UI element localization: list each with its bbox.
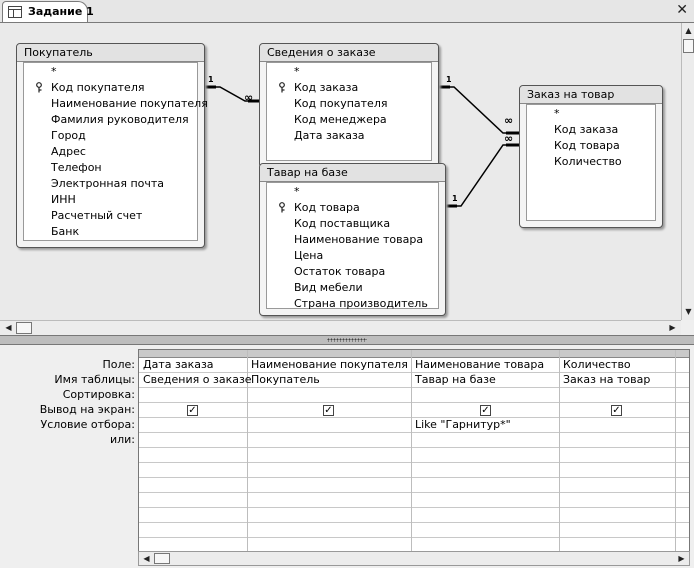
row-label-table: Имя таблицы: (54, 373, 135, 386)
show-checkbox[interactable] (187, 405, 198, 416)
grid-line (139, 492, 690, 493)
grid-cell-criteria[interactable]: Like "Гарнитур*" (415, 418, 511, 431)
query-tab-icon (8, 6, 22, 18)
document-tab-bar (0, 0, 694, 23)
grid-line (139, 522, 690, 523)
grid-cell-field[interactable]: Наименование покупателя (251, 358, 408, 371)
grid-cell-sort[interactable] (559, 387, 673, 402)
scroll-right-icon[interactable]: ▶ (678, 554, 685, 563)
grid-cell-or[interactable] (139, 432, 243, 447)
grid-line (139, 477, 690, 478)
relation-one-label: 1 (208, 75, 214, 84)
row-label-sort: Сортировка: (62, 388, 135, 401)
scroll-down-icon[interactable]: ▼ (685, 307, 692, 316)
grid-cell-criteria[interactable] (559, 417, 673, 432)
check-icon: ✓ (481, 405, 490, 416)
grid-cell-table[interactable]: Заказ на товар (563, 373, 651, 386)
key-icon (35, 82, 43, 93)
grid-cell-field[interactable]: Наименование товара (415, 358, 545, 371)
pane-splitter[interactable] (0, 335, 694, 345)
scroll-left-icon[interactable]: ◀ (5, 323, 12, 332)
grid-cell-sort[interactable] (139, 387, 243, 402)
design-grid[interactable] (138, 349, 690, 552)
grid-line (139, 402, 690, 403)
tab-query[interactable] (2, 1, 94, 22)
table-order-info[interactable] (259, 43, 439, 168)
scroll-thumb[interactable] (154, 553, 170, 564)
splitter-grip-icon[interactable] (327, 338, 367, 342)
grid-cell-field[interactable]: Количество (563, 358, 631, 371)
show-checkbox[interactable] (480, 405, 491, 416)
show-checkbox[interactable] (611, 405, 622, 416)
grid-cell-table[interactable]: Сведения о заказе (143, 373, 252, 386)
row-label-criteria: Условие отбора: (40, 418, 135, 431)
grid-cell-table[interactable]: Покупатель (251, 373, 320, 386)
relation-many-label: ∞ (244, 91, 254, 104)
scroll-thumb[interactable] (16, 322, 32, 334)
table-title: Заказ на товар (520, 86, 662, 104)
grid-cell-table[interactable]: Тавар на базе (415, 373, 496, 386)
field-list: * Код покупателя Наименование покупателя Фамилия руководителя Город Адрес Телефон Электронная почта ИНН Расчетный счет Банк (23, 62, 198, 241)
grid-cell-field[interactable]: Дата заказа (143, 358, 214, 371)
grid-cell-criteria[interactable] (139, 417, 243, 432)
grid-cell-sort[interactable] (247, 387, 411, 402)
grid-line (139, 462, 690, 463)
relationship-pane (0, 23, 681, 320)
table-title: Тавар на базе (260, 164, 445, 182)
row-label-or: или: (109, 433, 135, 446)
relation-one-label: 1 (446, 75, 452, 84)
grid-column-divider[interactable] (675, 350, 676, 552)
scroll-up-icon[interactable]: ▲ (685, 26, 692, 35)
scroll-left-icon[interactable]: ◀ (143, 554, 150, 563)
close-icon[interactable]: ✕ (676, 2, 688, 18)
relation-many-label: ∞ (504, 132, 514, 145)
scroll-thumb[interactable] (683, 39, 694, 53)
grid-horizontal-scrollbar[interactable] (138, 551, 690, 566)
row-label-show: Вывод на экран: (39, 403, 135, 416)
table-product[interactable] (259, 163, 446, 316)
grid-line (139, 507, 690, 508)
scroll-right-icon[interactable]: ▶ (669, 323, 676, 332)
relation-many-label: ∞ (504, 114, 514, 127)
diagram-vertical-scrollbar[interactable] (681, 23, 694, 320)
field-list: * Код заказа Код товара Количество (526, 104, 656, 221)
relation-one-label: 1 (452, 194, 458, 203)
grid-cell-or[interactable] (411, 432, 555, 447)
table-title: Сведения о заказе (260, 44, 438, 62)
diagram-horizontal-scrollbar[interactable] (0, 320, 681, 335)
tab-label: Задание 1 (28, 5, 94, 18)
grid-cell-or[interactable] (247, 432, 411, 447)
grid-line (139, 447, 690, 448)
field-list: * Код заказа Код покупателя Код менеджера Дата заказа (266, 62, 432, 161)
grid-cell-or[interactable] (559, 432, 673, 447)
table-title: Покупатель (17, 44, 204, 62)
key-icon (278, 82, 286, 93)
row-label-field: Поле: (102, 358, 135, 371)
check-icon: ✓ (612, 405, 621, 416)
key-icon (278, 202, 286, 213)
table-order-item[interactable] (519, 85, 663, 228)
field-list: * Код товара Код поставщика Наименование товара Цена Остаток товара Вид мебели Страна производитель (266, 182, 439, 309)
check-icon: ✓ (188, 405, 197, 416)
grid-cell-sort[interactable] (411, 387, 555, 402)
table-customer[interactable] (16, 43, 208, 248)
show-checkbox[interactable] (323, 405, 334, 416)
check-icon: ✓ (324, 405, 333, 416)
grid-cell-criteria[interactable] (247, 417, 411, 432)
grid-line (139, 537, 690, 538)
